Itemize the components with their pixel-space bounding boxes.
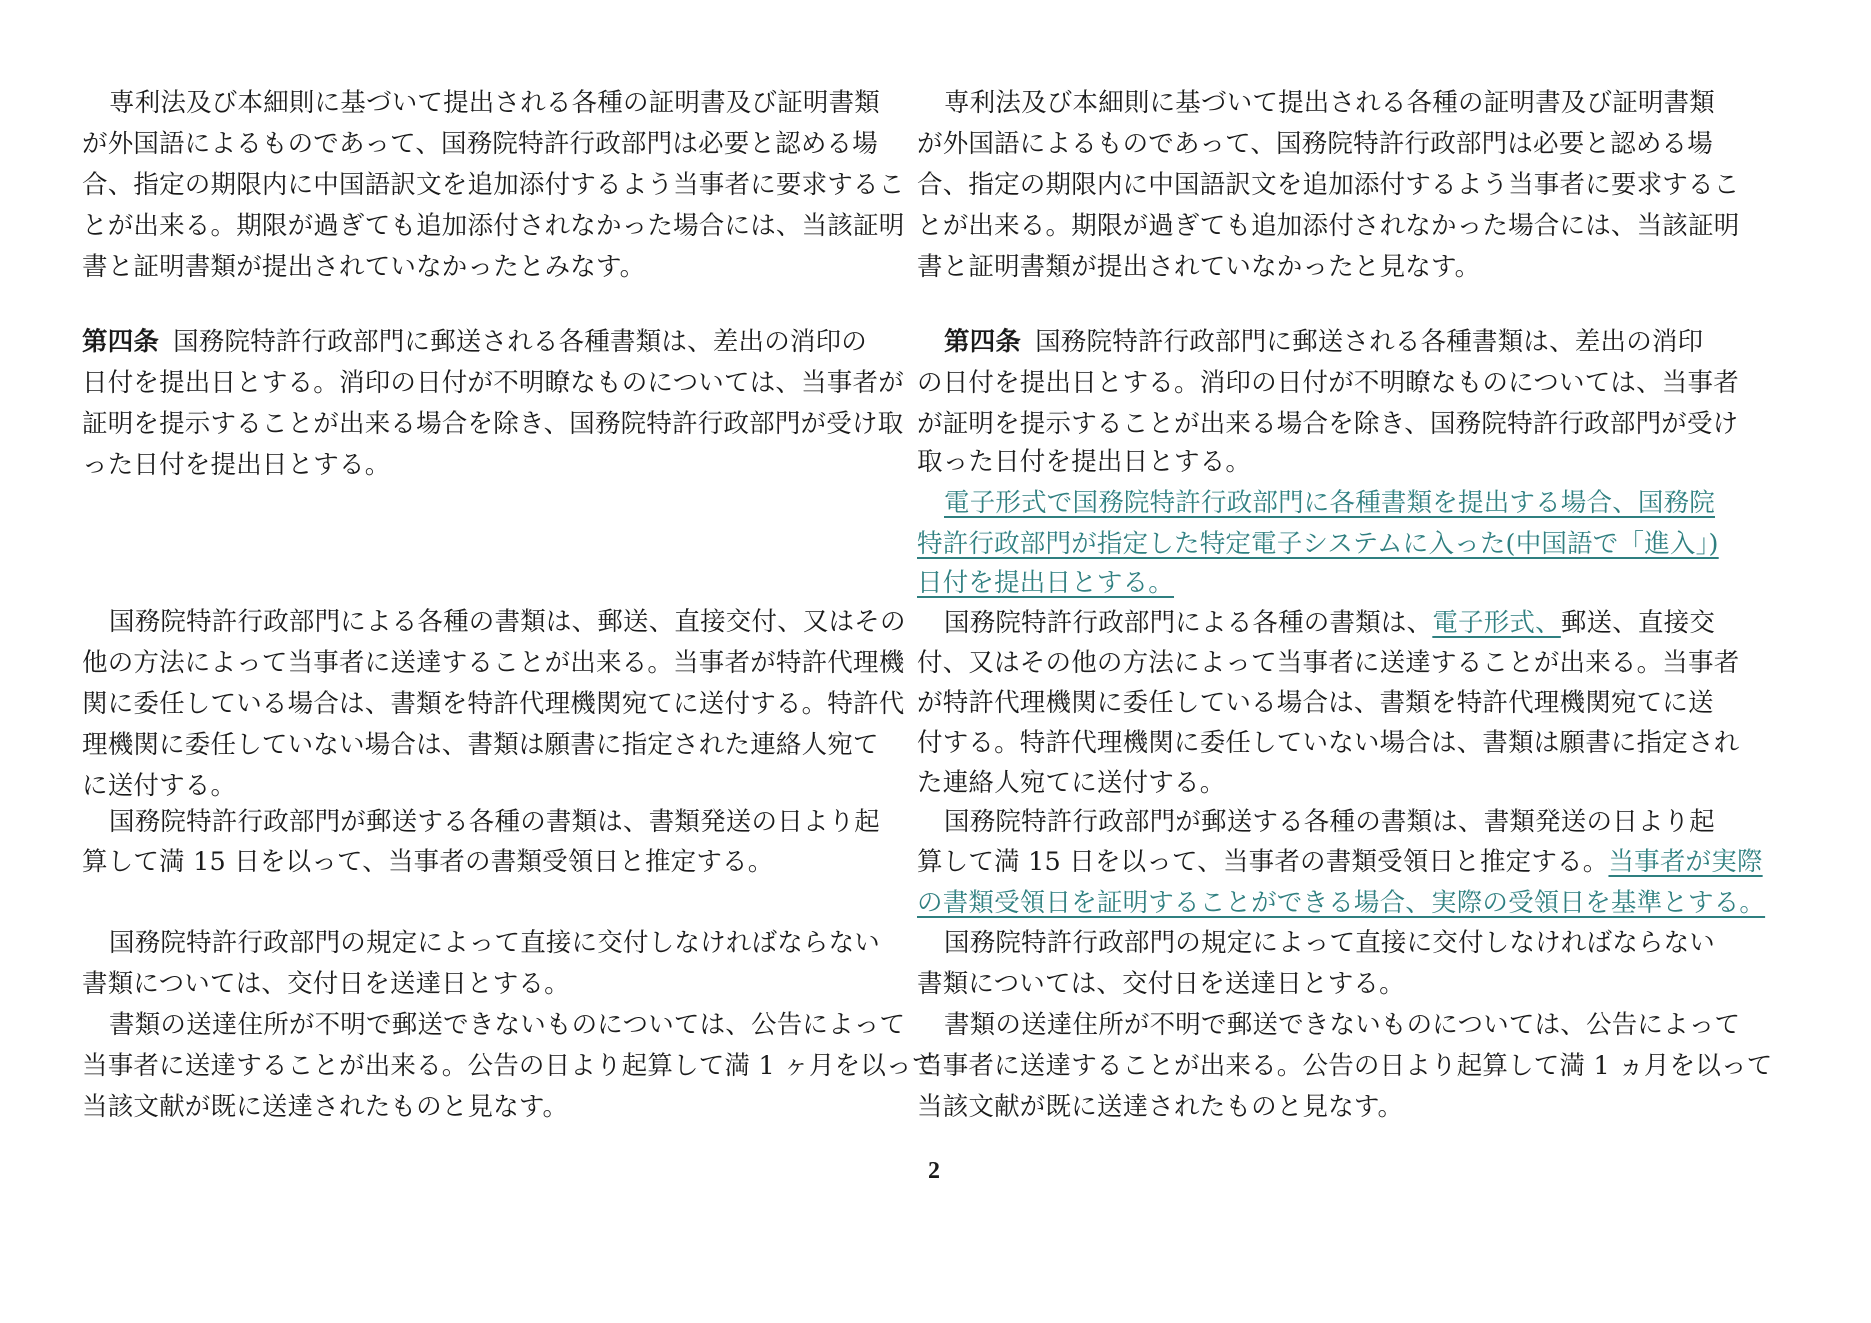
paragraph-line: 国務院特許行政部門による各種の書類は、郵送、直接交付、又はその	[109, 607, 906, 637]
paragraph-line: とが出来る。期限が過ぎても追加添付されなかった場合には、当該証明	[82, 211, 905, 241]
paragraph-line: た連絡人宛てに送付する。	[917, 768, 1226, 798]
page-number: 2	[928, 1158, 940, 1184]
amended-line	[917, 483, 1715, 523]
amendment-text: 日付を提出日とする。	[917, 568, 1175, 598]
paragraph-line: が特許代理機関に委任している場合は、書類を特許代理機関宛てに送	[917, 688, 1714, 718]
line-text: 国務院特許行政部門による各種の書類は、	[944, 608, 1433, 638]
paragraph-line	[917, 842, 1763, 882]
paragraph-line: 書類の送達住所が不明で郵送できないものについては、公告によって	[109, 1010, 906, 1040]
paragraph-line: 専利法及び本細則に基づいて提出される各種の証明書及び証明書類	[944, 88, 1716, 118]
article-number: 第四条	[82, 327, 160, 357]
amended-line	[917, 524, 1719, 564]
paragraph-line: 専利法及び本細則に基づいて提出される各種の証明書及び証明書類	[109, 88, 881, 118]
paragraph-line: 当該文献が既に送達されたものと見なす。	[917, 1092, 1404, 1122]
paragraph-line: 国務院特許行政部門が郵送する各種の書類は、書類発送の日より起	[944, 807, 1716, 837]
paragraph-line: 書と証明書類が提出されていなかったとみなす。	[82, 252, 646, 282]
amendment-text: の書類受領日を証明することができる場合、実際の受領日を基準とする。	[917, 888, 1766, 918]
paragraph-line: 書類の送達住所が不明で郵送できないものについては、公告によって	[944, 1010, 1741, 1040]
paragraph-line: 証明を提示することが出来る場合を除き、国務院特許行政部門が受け取	[82, 409, 904, 439]
paragraph-line: の日付を提出日とする。消印の日付が不明瞭なものについては、当事者	[917, 368, 1739, 398]
right-column-amended	[917, 0, 1773, 1323]
paragraph-line: 当事者に送達することが出来る。公告の日より起算して満 1 ヶ月を以って	[82, 1051, 938, 1081]
paragraph-line: 書類については、交付日を送達日とする。	[917, 969, 1405, 999]
paragraph-line: 当該文献が既に送達されたものと見なす。	[82, 1092, 569, 1122]
amendment-text: 特許行政部門が指定した特定電子システムに入った(中国語で「進入」)	[917, 529, 1719, 559]
paragraph-line: 国務院特許行政部門の規定によって直接に交付しなければならない	[944, 928, 1716, 958]
paragraph-line: が外国語によるものであって、国務院特許行政部門は必要と認める場	[82, 129, 878, 159]
paragraph-line: 当事者に送達することが出来る。公告の日より起算して満 1 ヵ月を以って	[917, 1051, 1773, 1081]
paragraph-line: 算して満 15 日を以って、当事者の書類受領日と推定する。	[82, 847, 774, 877]
paragraph-line: 付する。特許代理機関に委任していない場合は、書類は願書に指定され	[917, 728, 1740, 758]
article-number: 第四条	[944, 327, 1022, 357]
article-heading-line	[917, 322, 1703, 362]
paragraph-line: 関に委任している場合は、書類を特許代理機関宛てに送付する。特許代	[82, 689, 905, 719]
paragraph-line: が外国語によるものであって、国務院特許行政部門は必要と認める場	[917, 129, 1713, 159]
amended-line	[917, 563, 1174, 603]
paragraph-line: 国務院特許行政部門の規定によって直接に交付しなければならない	[109, 928, 881, 958]
amended-line	[917, 883, 1765, 923]
paragraph-line: 合、指定の期限内に中国語訳文を追加添付するよう当事者に要求するこ	[82, 170, 905, 200]
paragraph-line: が証明を提示することが出来る場合を除き、国務院特許行政部門が受け	[917, 409, 1739, 439]
paragraph-line: 書と証明書類が提出されていなかったと見なす。	[917, 252, 1481, 282]
left-column-original	[82, 0, 938, 1323]
paragraph-line: 理機関に委任していない場合は、書類は願書に指定された連絡人宛て	[82, 730, 879, 760]
amendment-text: 電子形式、	[1432, 608, 1561, 638]
paragraph-line	[917, 603, 1715, 643]
amendment-text: 当事者が実際	[1608, 847, 1763, 877]
paragraph-line: 他の方法によって当事者に送達することが出来る。当事者が特許代理機	[82, 648, 905, 678]
paragraph-line: 書類については、交付日を送達日とする。	[82, 969, 570, 999]
line-text: 郵送、直接交	[1560, 608, 1716, 638]
paragraph-line: った日付を提出日とする。	[82, 450, 391, 480]
line-text: 算して満 15 日を以って、当事者の書類受領日と推定する。	[917, 847, 1609, 877]
paragraph-line: に送付する。	[82, 771, 237, 801]
paragraph-line: とが出来る。期限が過ぎても追加添付されなかった場合には、当該証明	[917, 211, 1740, 241]
article-heading-line	[82, 322, 867, 362]
paragraph-line: 付、又はその他の方法によって当事者に送達することが出来る。当事者	[917, 648, 1740, 678]
amendment-text: 電子形式で国務院特許行政部門に各種書類を提出する場合、国務院	[944, 488, 1716, 518]
paragraph-line: 国務院特許行政部門が郵送する各種の書類は、書類発送の日より起	[109, 807, 881, 837]
paragraph-line: 取った日付を提出日とする。	[917, 447, 1252, 477]
article-text: 国務院特許行政部門に郵送される各種書類は、差出の消印	[1035, 327, 1704, 357]
paragraph-line: 合、指定の期限内に中国語訳文を追加添付するよう当事者に要求するこ	[917, 170, 1740, 200]
article-text: 国務院特許行政部門に郵送される各種書類は、差出の消印の	[173, 327, 868, 357]
paragraph-line: 日付を提出日とする。消印の日付が不明瞭なものについては、当事者が	[82, 368, 904, 398]
